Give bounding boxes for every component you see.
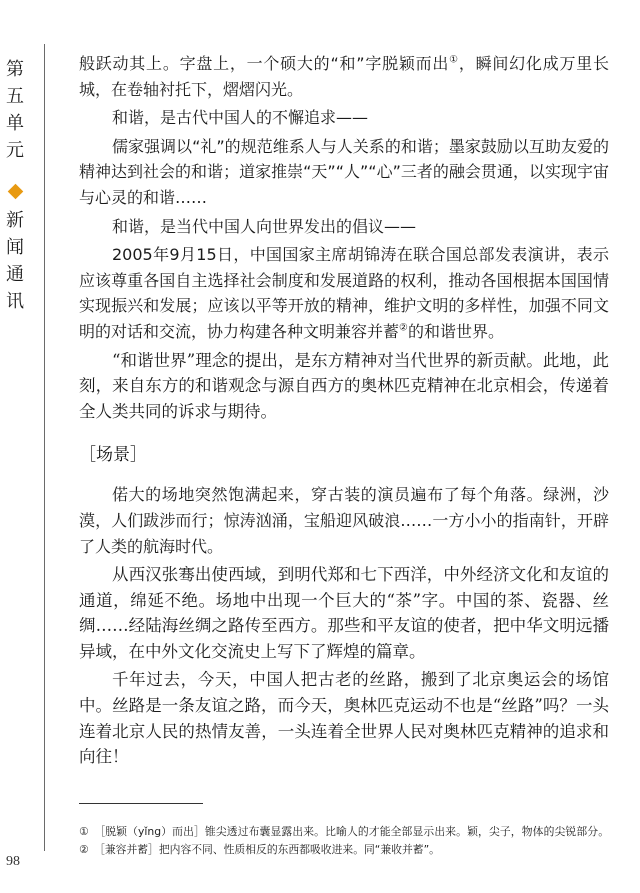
paragraph: 从西汉张骞出使西域，到明代郑和七下西洋，中外经济文化和友谊的通道，绵延不绝。场地中出现一个巨大的“茶”字。中国的茶、瓷器、丝绸……经陆海丝绸之路传至西方。那些和平友谊的使者，把中华文明远播异域，在中外文化交流史上写下了辉煌的篇章。: [79, 565, 609, 661]
section-char: 新: [6, 210, 24, 231]
unit-char: 元: [6, 140, 24, 161]
page-number: 98: [6, 854, 20, 869]
footnote-divider: [79, 803, 203, 804]
footnotes: ① ［脱颖（yǐng）而出］锥尖透过布囊显露出来。比喻人的才能全部显示出来。颖，尖子，物体的尖锐部分。② ［兼容并蓄］把内容不同、性质相反的东西都吸收进来。同“兼收并蓄”。: [79, 825, 609, 856]
unit-char: 第: [6, 59, 24, 80]
section-char: 通: [6, 264, 24, 285]
paragraph: 和谐，是古代中国人的不懈追求——: [112, 108, 369, 128]
paragraph-text: ，瞬间幻化成万里长城，在卷轴衬托下，熠熠闪光。: [79, 54, 609, 99]
margin-rule: [44, 44, 45, 851]
section-char: 闻: [6, 237, 24, 258]
paragraph: 儒家强调以“礼”的规范维系人与人关系的和谐；墨家鼓励以互助友爱的精神达到社会的和谐；道家推崇“天”“人”“心”三者的融会贯通，以实现宇宙与心灵的和谐……: [79, 136, 609, 207]
unit-char: 单: [6, 113, 24, 134]
footnote-mark: ②: [399, 322, 408, 334]
paragraph-text: 的和谐世界。: [407, 321, 504, 341]
paragraph: 和谐，是当代中国人向世界发出的倡议——: [112, 216, 417, 236]
paragraph-text: 2005年9月15日，中国国家主席胡锦涛在联合国总部发表演讲，表示应该尊重各国自主选择社会制度和发展道路的权利，推动各国根据本国国情实现振兴和发展；应该以平等开放的精神，维护文明的多样性，加强不同文明的对话和交流，协力构建各种文明兼容并蓄: [79, 245, 609, 341]
paragraph: 千年过去，今天，中国人把古老的丝路，搬到了北京奥运会的场馆中。丝路是一条友谊之路，而今天，奥林匹克运动不也是“丝路”吗？一头连着北京人民的热情友善，一头连着全世界人民对奥林匹克精神的追求和向往！: [79, 670, 609, 767]
footnote-mark: ①: [449, 54, 459, 66]
chapter-sidebar: [4, 56, 42, 315]
diamond-icon: [8, 184, 24, 200]
page-body: [79, 51, 609, 770]
paragraph: “和谐世界”理念的提出，是东方精神对当代世界的新贡献。此地，此刻，来自东方的和谐观念与源自西方的奥林匹克精神在北京相会，传递着全人类共同的诉求与期待。: [79, 350, 609, 421]
paragraph: [79, 51, 609, 102]
paragraph: [79, 242, 609, 344]
paragraph: 偌大的场地突然饱满起来，穿古装的演员遍布了每个角落。绿洲，沙漠，人们跋涉而行；惊涛汹涌，宝船迎风破浪……一方小小的指南针，开辟了人类的航海时代。: [79, 485, 609, 556]
unit-char: 五: [6, 86, 24, 107]
paragraph-text: 般跃动其上。字盘上，一个硕大的“和”字脱颖而出: [79, 54, 450, 73]
section-char: 讯: [6, 291, 24, 312]
scene-heading: ［场景］: [79, 445, 147, 466]
